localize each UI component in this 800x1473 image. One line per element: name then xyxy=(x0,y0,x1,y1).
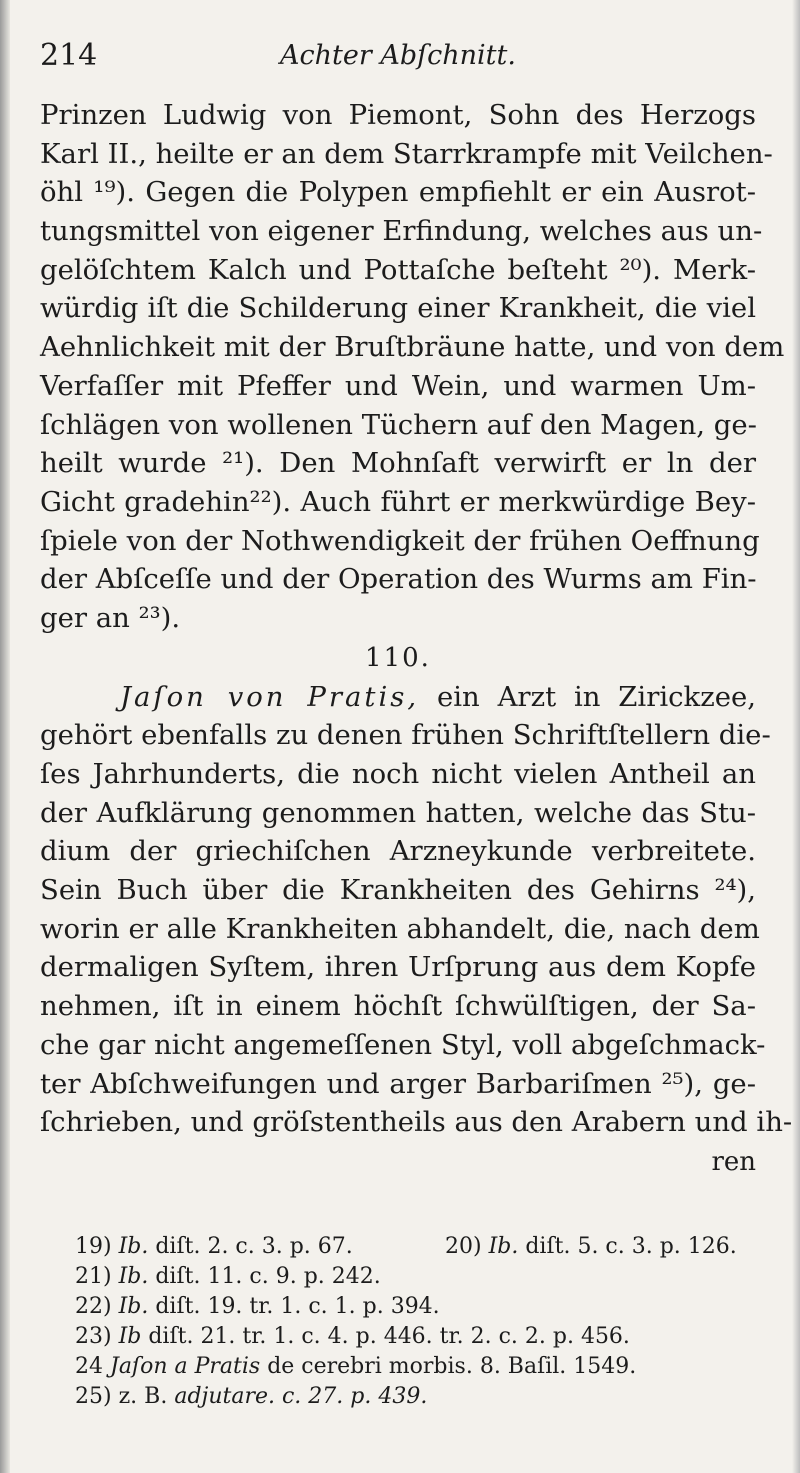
text-line: ſchrieben, und gröſstentheils aus den Arabern und ih- xyxy=(40,1106,793,1139)
text-line xyxy=(40,678,756,717)
footnote-text: diſt. 19. tr. 1. c. 1. p. 394. xyxy=(148,1294,440,1319)
text-line: der Aufklärung genommen hatten, welche das Stu- xyxy=(40,796,756,829)
running-head: Achter Abſchnitt. xyxy=(280,40,516,71)
footnote-24 xyxy=(75,1352,765,1382)
text-line: ſpiele von der Nothwendigkeit der frühen Oeffnung xyxy=(40,524,760,557)
page-left-edge xyxy=(0,0,10,1473)
footnote-ibid: Ib. xyxy=(118,1234,149,1259)
text-line: ſes Jahrhunderts, die noch nicht vielen Antheil an xyxy=(40,758,756,790)
text-line: nehmen, iſt in einem höchſt ſchwülſtigen, der Sa- xyxy=(40,990,756,1023)
text-line: tungsmittel von eigener Erfindung, welches aus un- xyxy=(40,215,763,248)
footnote-text: diſt. 5. c. 3. p. 126. xyxy=(518,1234,737,1259)
text-line: gehört ebenfalls zu denen frühen Schriftſtellern die- xyxy=(40,719,771,752)
text-line: der Abſceſſe und der Operation des Wurms am Fin- xyxy=(40,563,757,596)
text-line: Verfaſſer mit Pfeffer und Wein, und warmen Um- xyxy=(40,369,756,402)
text-line: dermaligen Syſtem, ihren Urſprung aus dem Kopfe xyxy=(40,951,756,984)
footnote-text: diſt. 2. c. 3. p. 67. xyxy=(148,1234,353,1259)
text-line: dium der griechiſchen Arzneykunde verbreitete. xyxy=(40,835,756,868)
text-line: heilt wurde ²¹). Den Mohnſaft verwirft er ln der xyxy=(40,447,756,480)
footnote-row xyxy=(75,1232,765,1262)
footnote-ibid: Ib. xyxy=(488,1234,519,1259)
footnote-text: diſt. 21. tr. 1. c. 4. p. 446. tr. 2. c. 2. p. 456. xyxy=(141,1324,630,1349)
footnote-number: 21) xyxy=(75,1264,112,1289)
page-number: 214 xyxy=(40,38,98,73)
footnote-20 xyxy=(445,1232,737,1262)
text-line: Aehnlichkeit mit der Bruſtbräune hatte, und von dem xyxy=(40,331,785,364)
footnote-author: Jaſon a Pratis xyxy=(110,1354,261,1379)
catchword: ren xyxy=(711,1146,756,1177)
text-line: ger an ²³). xyxy=(40,601,181,634)
text-line: Prinzen Ludwig von Piemont, Sohn des Herzogs xyxy=(40,99,756,131)
text-line: che gar nicht angemeſſenen Styl, voll abgeſchmack- xyxy=(40,1028,766,1061)
footnote-19 xyxy=(75,1234,353,1259)
text-span: ein Arzt in Zirickzee, xyxy=(419,680,756,713)
footnote-text: diſt. 11. c. 9. p. 242. xyxy=(148,1264,381,1289)
footnote-number: 24 xyxy=(75,1354,103,1379)
text-line: Karl II., heilte er an dem Starrkrampfe mit Veilchen- xyxy=(40,137,773,170)
text-line: öhl ¹⁹). Gegen die Polypen empfiehlt er ein Ausrot- xyxy=(40,176,756,209)
text-line: gelöſchtem Kalch und Pottaſche beſteht ²⁰). Merk- xyxy=(40,253,756,286)
section-number: 110. xyxy=(365,642,431,673)
footnote-ibid: Ib xyxy=(118,1324,142,1349)
footnote-ibid: Ib. xyxy=(118,1294,149,1319)
footnote-25 xyxy=(75,1382,765,1412)
text-line: würdig iſt die Schilderung einer Krankheit, die viel xyxy=(40,292,756,325)
page-right-edge xyxy=(792,0,800,1473)
text-line: ter Abſchweifungen und arger Barbariſmen ²⁵), ge- xyxy=(40,1067,756,1100)
text-line: Gicht gradehin²²). Auch führt er merkwürdige Bey- xyxy=(40,485,756,518)
body-text xyxy=(40,96,793,1182)
footnotes xyxy=(75,1232,765,1412)
footnote-number: 20) xyxy=(445,1234,482,1259)
footnote-22 xyxy=(75,1292,765,1322)
footnote-23 xyxy=(75,1322,765,1352)
author-name: Jaſon von Pratis, xyxy=(120,680,420,713)
footnote-number: 19) xyxy=(75,1234,112,1259)
footnote-text: adjutare. c. 27. p. 439. xyxy=(167,1384,428,1409)
text-line: worin er alle Krankheiten abhandelt, die, nach dem xyxy=(40,912,760,945)
footnote-number: 23) xyxy=(75,1324,112,1349)
footnote-ibid: Ib. xyxy=(118,1264,149,1289)
footnote-21 xyxy=(75,1262,765,1292)
page-header xyxy=(40,38,760,88)
footnote-text: de cerebri morbis. 8. Baſil. 1549. xyxy=(260,1354,637,1379)
footnote-prefix: z. B. xyxy=(118,1384,168,1409)
text-line: ſchlägen von wollenen Tüchern auf den Magen, ge- xyxy=(40,408,757,441)
footnote-number: 22) xyxy=(75,1294,112,1319)
text-line: Sein Buch über die Krankheiten des Gehirns ²⁴), xyxy=(40,874,756,907)
footnote-number: 25) xyxy=(75,1384,112,1409)
